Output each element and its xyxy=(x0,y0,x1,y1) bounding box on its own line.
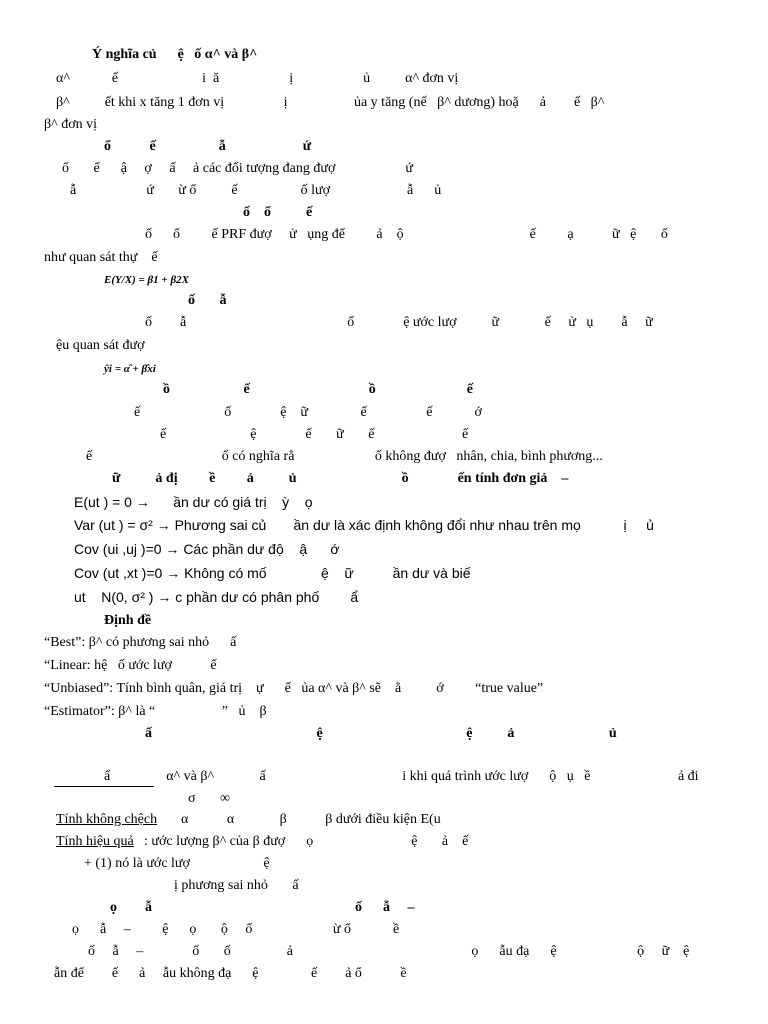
text-line: ị phương sai nhỏ ấ xyxy=(174,878,299,893)
subheading: ồ ế ồ ế xyxy=(163,382,473,397)
assumption-line: Cov (ut ,xt )=0 → Không có mố ệ ữ ần dư và biế xyxy=(74,565,471,581)
text-line: ẫ ứ ừ ổ ế ố lượ ẫ ủ xyxy=(70,183,442,198)
text-line: ệu quan sát đượ xyxy=(56,338,145,353)
assumption-line: Cov (ui ,uj )=0 → Các phần dư độ ậ ớ xyxy=(74,541,340,557)
text-line: ẫn để ế ả ẫu không đạ ệ ế ả ổ ề xyxy=(54,966,407,981)
text-line: ấ α^ và β^ ấ i khi quá trình ước lượ ộ ụ ề ả đi xyxy=(104,769,699,784)
assumption-line: Var (ut ) = σ² → Phương sai củ ần dư là xác định không đổi như nhau trên mọ ị ủ xyxy=(74,517,654,533)
assumption-line: ut N(0, σ² ) → c phần dư có phân phố ẩ xyxy=(74,589,359,605)
assumptions-heading: ữ ả đị ề ả ủ ồ ến tính đơn giả – xyxy=(112,471,569,486)
text-line: ố ổ ế PRF đượ ử ụng để ả ộ ế ạ ữ ệ ố xyxy=(145,227,668,242)
subheading: ổ ế ẫ ứ xyxy=(104,139,312,154)
blue-line: “Best”: β^ có phương sai nhỏ ấ xyxy=(44,635,237,650)
srf-equation: ŷi = α̂ + β̂xi xyxy=(104,363,156,375)
text-line: ố ẫ – ố ố ả ọ ẫu đạ ệ ộ ữ ệ xyxy=(88,944,690,959)
text-line: + (1) nó là ước lượ ệ xyxy=(84,856,270,871)
text-line: ế ệ ế ữ ế ế xyxy=(160,427,469,442)
text-line: ổ ế ậ ợ ấ ả các đối tượng đang đượ ứ xyxy=(62,161,413,176)
blue-line: “Linear: hệ ố ước lượ ế xyxy=(44,658,217,673)
text-line: ọ ẫ – ệ ọ ộ ố ừ ổ ề xyxy=(72,922,400,937)
text-line: ố ẫ ố ệ ước lượ ữ ế ử ụ ẫ ữ xyxy=(145,315,653,330)
text-line: β^ đơn vị xyxy=(44,117,97,132)
subheading: ố ẫ xyxy=(188,293,227,308)
prf-equation: E(Y/X) = β1 + β2X xyxy=(104,274,189,286)
section-heading-meaning: Ý nghĩa củ ệ ố α^ và β^ xyxy=(92,47,258,62)
subheading: ấ ệ ệ ả ủ xyxy=(145,726,617,741)
theorem-heading: Định đề xyxy=(104,613,152,628)
blue-line: “Unbiased”: Tính bình quân, giá trị ự ế ủa α^ và β^ sẽ ằ ớ “true value” xyxy=(44,681,544,696)
unbiased-label: Tính không chệch xyxy=(56,812,158,827)
text-line: σ ∞ xyxy=(188,791,231,806)
underline-rule xyxy=(54,786,154,787)
text-line: ế ố ệ ữ ế ế ớ xyxy=(134,405,482,420)
text-line: α^ ế i ă ị ủ α^ đơn vị xyxy=(56,71,459,86)
text-line: : ước lượng β^ của β đượ ọ ệ ả ế xyxy=(144,834,469,849)
text-line: như quan sát thự ế xyxy=(44,250,158,265)
efficiency-label: Tính hiệu quả xyxy=(56,834,134,849)
assumption-line: E(ut ) = 0 → ần dư có giá trị ỳ ọ xyxy=(74,494,313,510)
subheading: ọ ẫ ố ẫ – xyxy=(110,900,415,915)
subheading: ố ổ ế xyxy=(243,205,313,220)
text-line: ế ố có nghĩa rằ ố không đượ nhân, chia, bình phương... xyxy=(86,449,603,464)
text-line: α α β β dưới điều kiện E(u xyxy=(181,812,441,827)
blue-line: “Estimator”: β^ là “ ” ủ β xyxy=(44,704,267,719)
text-line: β^ ết khi x tăng 1 đơn vị ị ủa y tăng (nế β^ dương) hoặ ả ế β^ xyxy=(56,95,605,110)
